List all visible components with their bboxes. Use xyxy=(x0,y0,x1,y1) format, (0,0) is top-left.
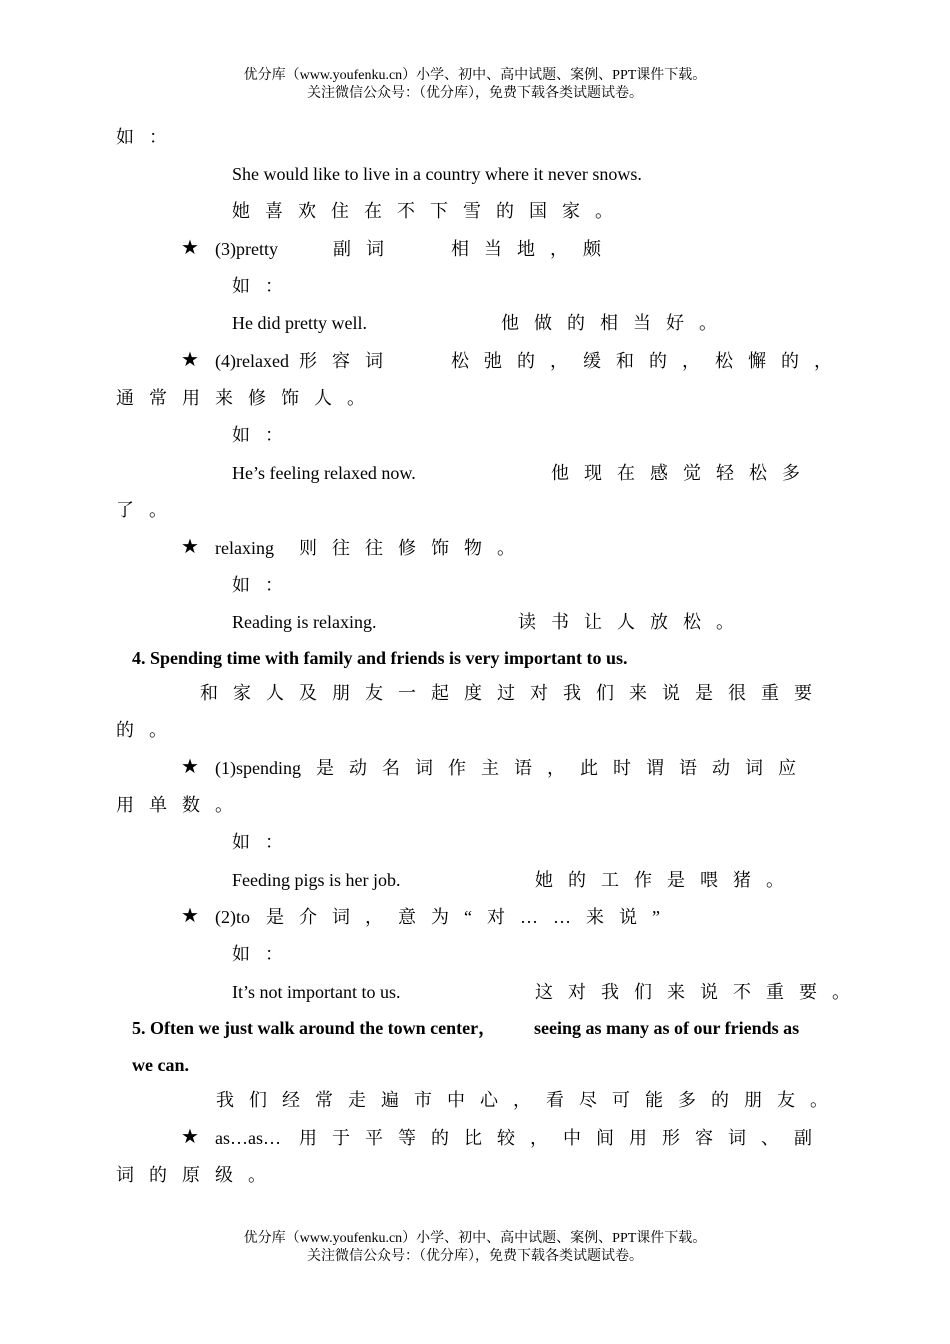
header-line-1: 优分库（www.youfenku.cn）小学、初中、高中试题、案例、PPT课件下载。 xyxy=(243,68,707,83)
example-sentence-en: He’s feeling relaxed now. xyxy=(232,463,416,483)
example-sentence-cn: 他现在感觉轻松多 xyxy=(551,463,815,483)
star-bullet-icon: ★ xyxy=(181,1126,199,1148)
example-label: 如： xyxy=(232,425,298,445)
star-bullet-icon: ★ xyxy=(181,756,199,778)
item-relaxed: (4)relaxed xyxy=(215,351,289,371)
item-spending-note: 是动名词作主语，此时谓语动词应 xyxy=(316,758,811,778)
example-label: 如： xyxy=(232,276,298,296)
example-sentence-en: It’s not important to us. xyxy=(232,982,401,1002)
example-label: 如： xyxy=(232,944,298,964)
item-relaxed-pos: 形容词 xyxy=(299,351,398,371)
sentence-heading-5: 5. Often we just walk around the town center， xyxy=(132,1018,497,1038)
item-spending: (1)spending xyxy=(215,758,301,778)
example-sentence-cn: 她喜欢住在不下雪的国家。 xyxy=(232,201,628,221)
item-pretty-meaning: 相当地，颇 xyxy=(451,239,616,259)
example-label: 如： xyxy=(232,575,298,595)
item-as-as: as…as… xyxy=(215,1128,281,1148)
sentence-heading-5-end: we can. xyxy=(132,1055,189,1075)
header-line-2: 关注微信公众号：（优分库），免费下载各类试题试卷。 xyxy=(307,86,643,101)
item-relaxing-meaning: 则往往修饰物。 xyxy=(299,538,530,558)
item-as-as-note: 用于平等的比较，中间用形容词、副 xyxy=(299,1128,827,1148)
example-sentence-cn: 读书让人放松。 xyxy=(518,612,749,632)
item-pretty: (3)pretty xyxy=(215,239,278,259)
item-relaxing: relaxing xyxy=(215,538,274,558)
item-as-as-note-cont: 词的原级。 xyxy=(116,1165,281,1185)
example-sentence-en: Reading is relaxing. xyxy=(232,612,377,632)
item-to-note: 是介词，意为“对……来说” xyxy=(266,907,675,927)
footer-line-2: 关注微信公众号：（优分库），免费下载各类试题试卷。 xyxy=(307,1249,643,1264)
example-label: 如： xyxy=(232,832,298,852)
item-to: (2)to xyxy=(215,907,250,927)
example-sentence-cn-cont: 了。 xyxy=(116,500,182,520)
item-spending-note-cont: 用单数。 xyxy=(116,795,248,815)
footer-line-1: 优分库（www.youfenku.cn）小学、初中、高中试题、案例、PPT课件下载。 xyxy=(243,1231,707,1246)
item-relaxed-meaning: 松弛的，缓和的，松懈的， xyxy=(451,351,847,371)
item-relaxed-meaning-cont: 通常用来修饰人。 xyxy=(116,388,380,408)
item-pretty-pos: 副词 xyxy=(333,239,399,259)
sentence-4-translation: 和家人及朋友一起度过对我们来说是很重要 xyxy=(200,683,827,703)
sentence-heading-4: 4. Spending time with family and friends is very important to us. xyxy=(132,648,628,668)
example-sentence-cn: 这对我们来说不重要。 xyxy=(535,982,865,1002)
example-label: 如： xyxy=(116,127,182,147)
star-bullet-icon: ★ xyxy=(181,237,199,259)
example-sentence-cn: 她的工作是喂猪。 xyxy=(535,870,799,890)
example-sentence-cn: 他做的相当好。 xyxy=(501,313,732,333)
star-bullet-icon: ★ xyxy=(181,349,199,371)
example-sentence-en: She would like to live in a country where it never snows. xyxy=(232,164,642,184)
sentence-heading-5-cont: seeing as many as of our friends as xyxy=(534,1018,800,1038)
example-sentence-en: He did pretty well. xyxy=(232,313,367,333)
example-sentence-en: Feeding pigs is her job. xyxy=(232,870,401,890)
sentence-5-translation: 我们经常走遍市中心，看尽可能多的朋友。 xyxy=(216,1090,843,1110)
star-bullet-icon: ★ xyxy=(181,905,199,927)
sentence-4-translation-cont: 的。 xyxy=(116,720,182,740)
star-bullet-icon: ★ xyxy=(181,536,199,558)
